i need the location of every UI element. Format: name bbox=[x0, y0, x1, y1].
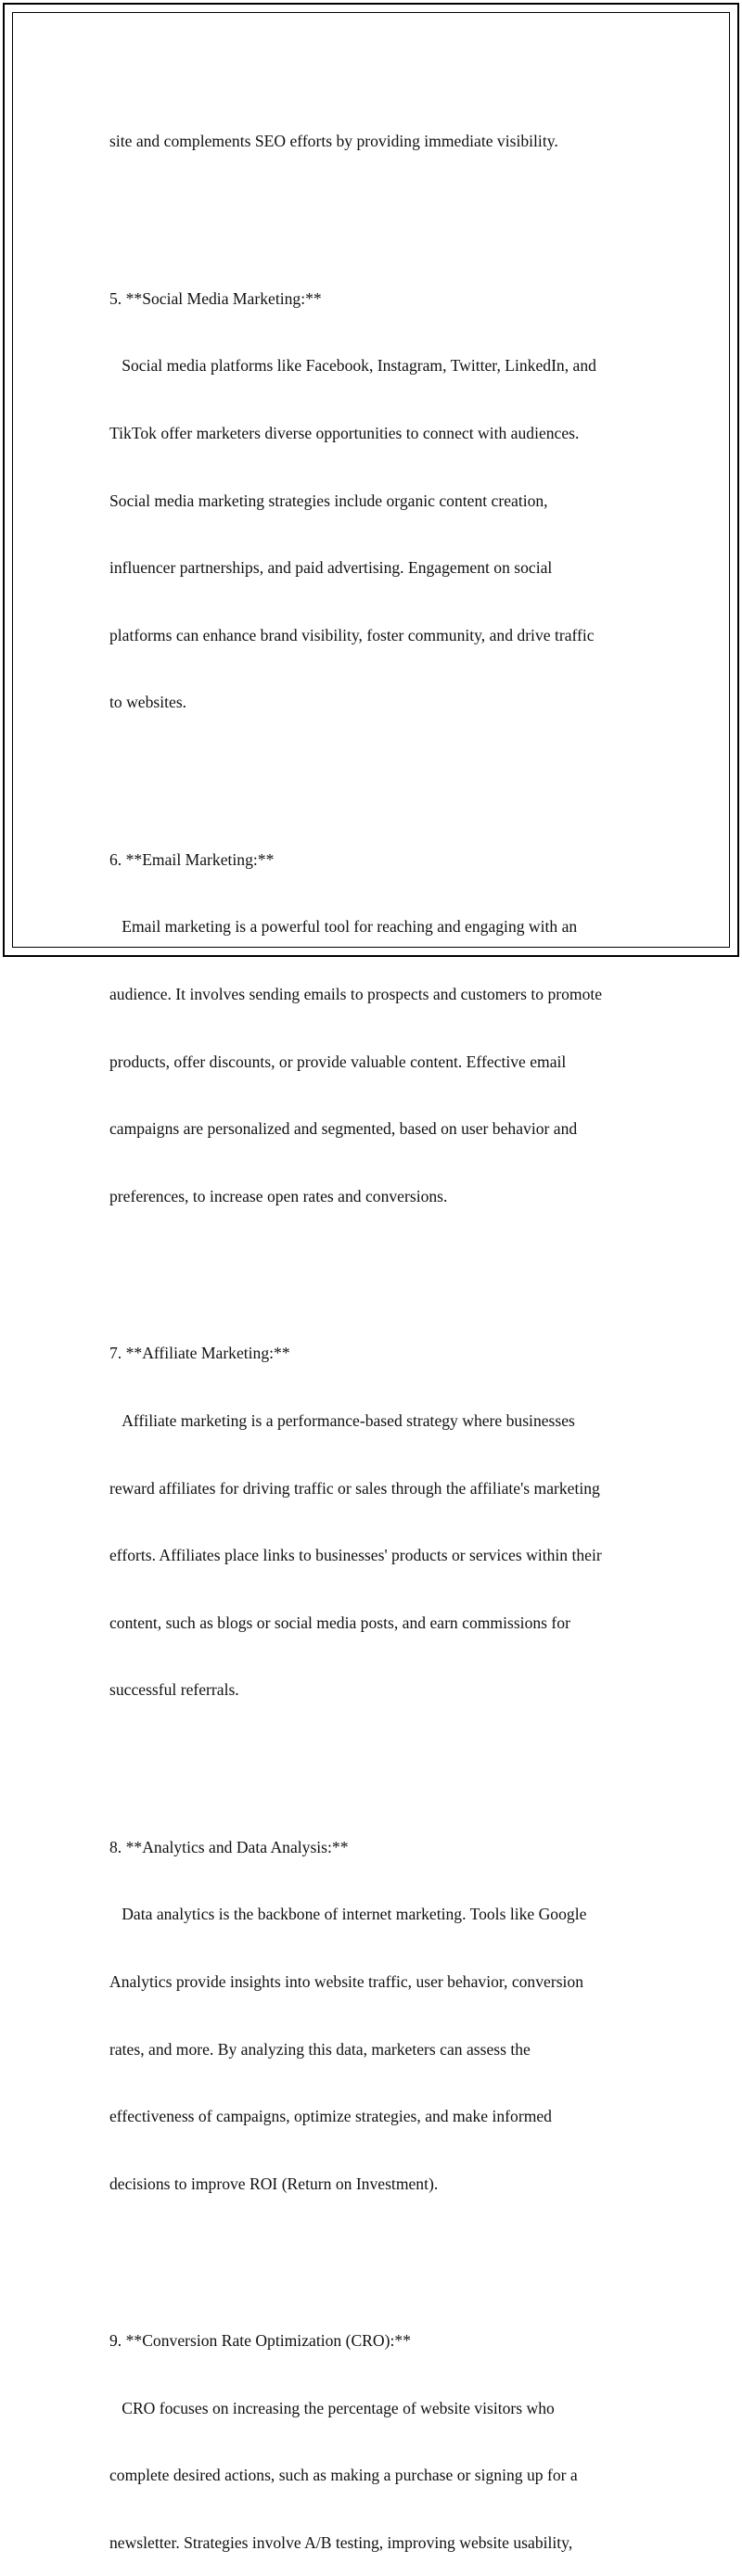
section-8-line: effectiveness of campaigns, optimize strategies, and make informed bbox=[109, 2107, 552, 2126]
section-7-line: successful referrals. bbox=[109, 1680, 239, 1700]
section-8-heading: 8. **Analytics and Data Analysis:** bbox=[109, 1837, 349, 1856]
section-9-line: complete desired actions, such as making a purchase or signing up for a bbox=[109, 2466, 578, 2485]
section-6-line: preferences, to increase open rates and conversions. bbox=[109, 1186, 448, 1205]
section-9-heading: 9. **Conversion Rate Optimization (CRO):** bbox=[109, 2331, 411, 2351]
section-6-line: campaigns are personalized and segmented, based on user behavior and bbox=[109, 1119, 578, 1139]
paragraph-gap bbox=[109, 759, 638, 781]
section-5-line: to websites. bbox=[109, 693, 187, 712]
section-7-line: Affiliate marketing is a performance-based strategy where businesses bbox=[109, 1410, 575, 1430]
section-8-line: Analytics provide insights into website traffic, user behavior, conversion bbox=[109, 1972, 584, 1991]
section-5-line: platforms can enhance brand visibility, foster community, and drive traffic bbox=[109, 625, 595, 644]
paragraph-gap bbox=[109, 1746, 638, 1768]
section-5-line: influencer partnerships, and paid advertising. Engagement on social bbox=[109, 558, 553, 578]
section-8-line: Data analytics is the backbone of internet marketing. Tools like Google bbox=[109, 1905, 587, 1924]
section-7-line: efforts. Affiliates place links to businesses' products or services within their bbox=[109, 1546, 602, 1565]
section-5-heading: 5. **Social Media Marketing:** bbox=[109, 288, 322, 308]
intro-line: site and complements SEO efforts by providing immediate visibility. bbox=[109, 132, 558, 151]
section-5-line: Social media platforms like Facebook, Instagram, Twitter, LinkedIn, and bbox=[109, 356, 596, 376]
section-8-line: rates, and more. By analyzing this data, marketers can assess the bbox=[109, 2039, 531, 2059]
section-5-line: Social media marketing strategies include organic content creation, bbox=[109, 491, 548, 510]
paragraph-gap bbox=[109, 2239, 638, 2262]
section-6-heading: 6. **Email Marketing:** bbox=[109, 849, 275, 869]
paragraph-gap bbox=[109, 1253, 638, 1275]
section-7-line: content, such as blogs or social media posts, and earn commissions for bbox=[109, 1613, 570, 1632]
document-body bbox=[109, 85, 638, 2576]
section-7-heading: 7. **Affiliate Marketing:** bbox=[109, 1344, 290, 1363]
section-6-line: Email marketing is a powerful tool for reaching and engaging with an bbox=[109, 917, 578, 937]
section-5-line: TikTok offer marketers diverse opportunities to connect with audiences. bbox=[109, 424, 580, 443]
section-6-line: products, offer discounts, or provide valuable content. Effective email bbox=[109, 1052, 567, 1071]
section-9-line: CRO focuses on increasing the percentage of website visitors who bbox=[109, 2398, 555, 2417]
section-6-line: audience. It involves sending emails to prospects and customers to promote bbox=[109, 985, 603, 1004]
section-7-line: reward affiliates for driving traffic or sales through the affiliate's marketing bbox=[109, 1478, 600, 1498]
section-8-line: decisions to improve ROI (Return on Investment). bbox=[109, 2174, 439, 2193]
section-9-line: newsletter. Strategies involve A/B testing, improving website usability, bbox=[109, 2533, 573, 2553]
paragraph-gap bbox=[109, 198, 638, 220]
